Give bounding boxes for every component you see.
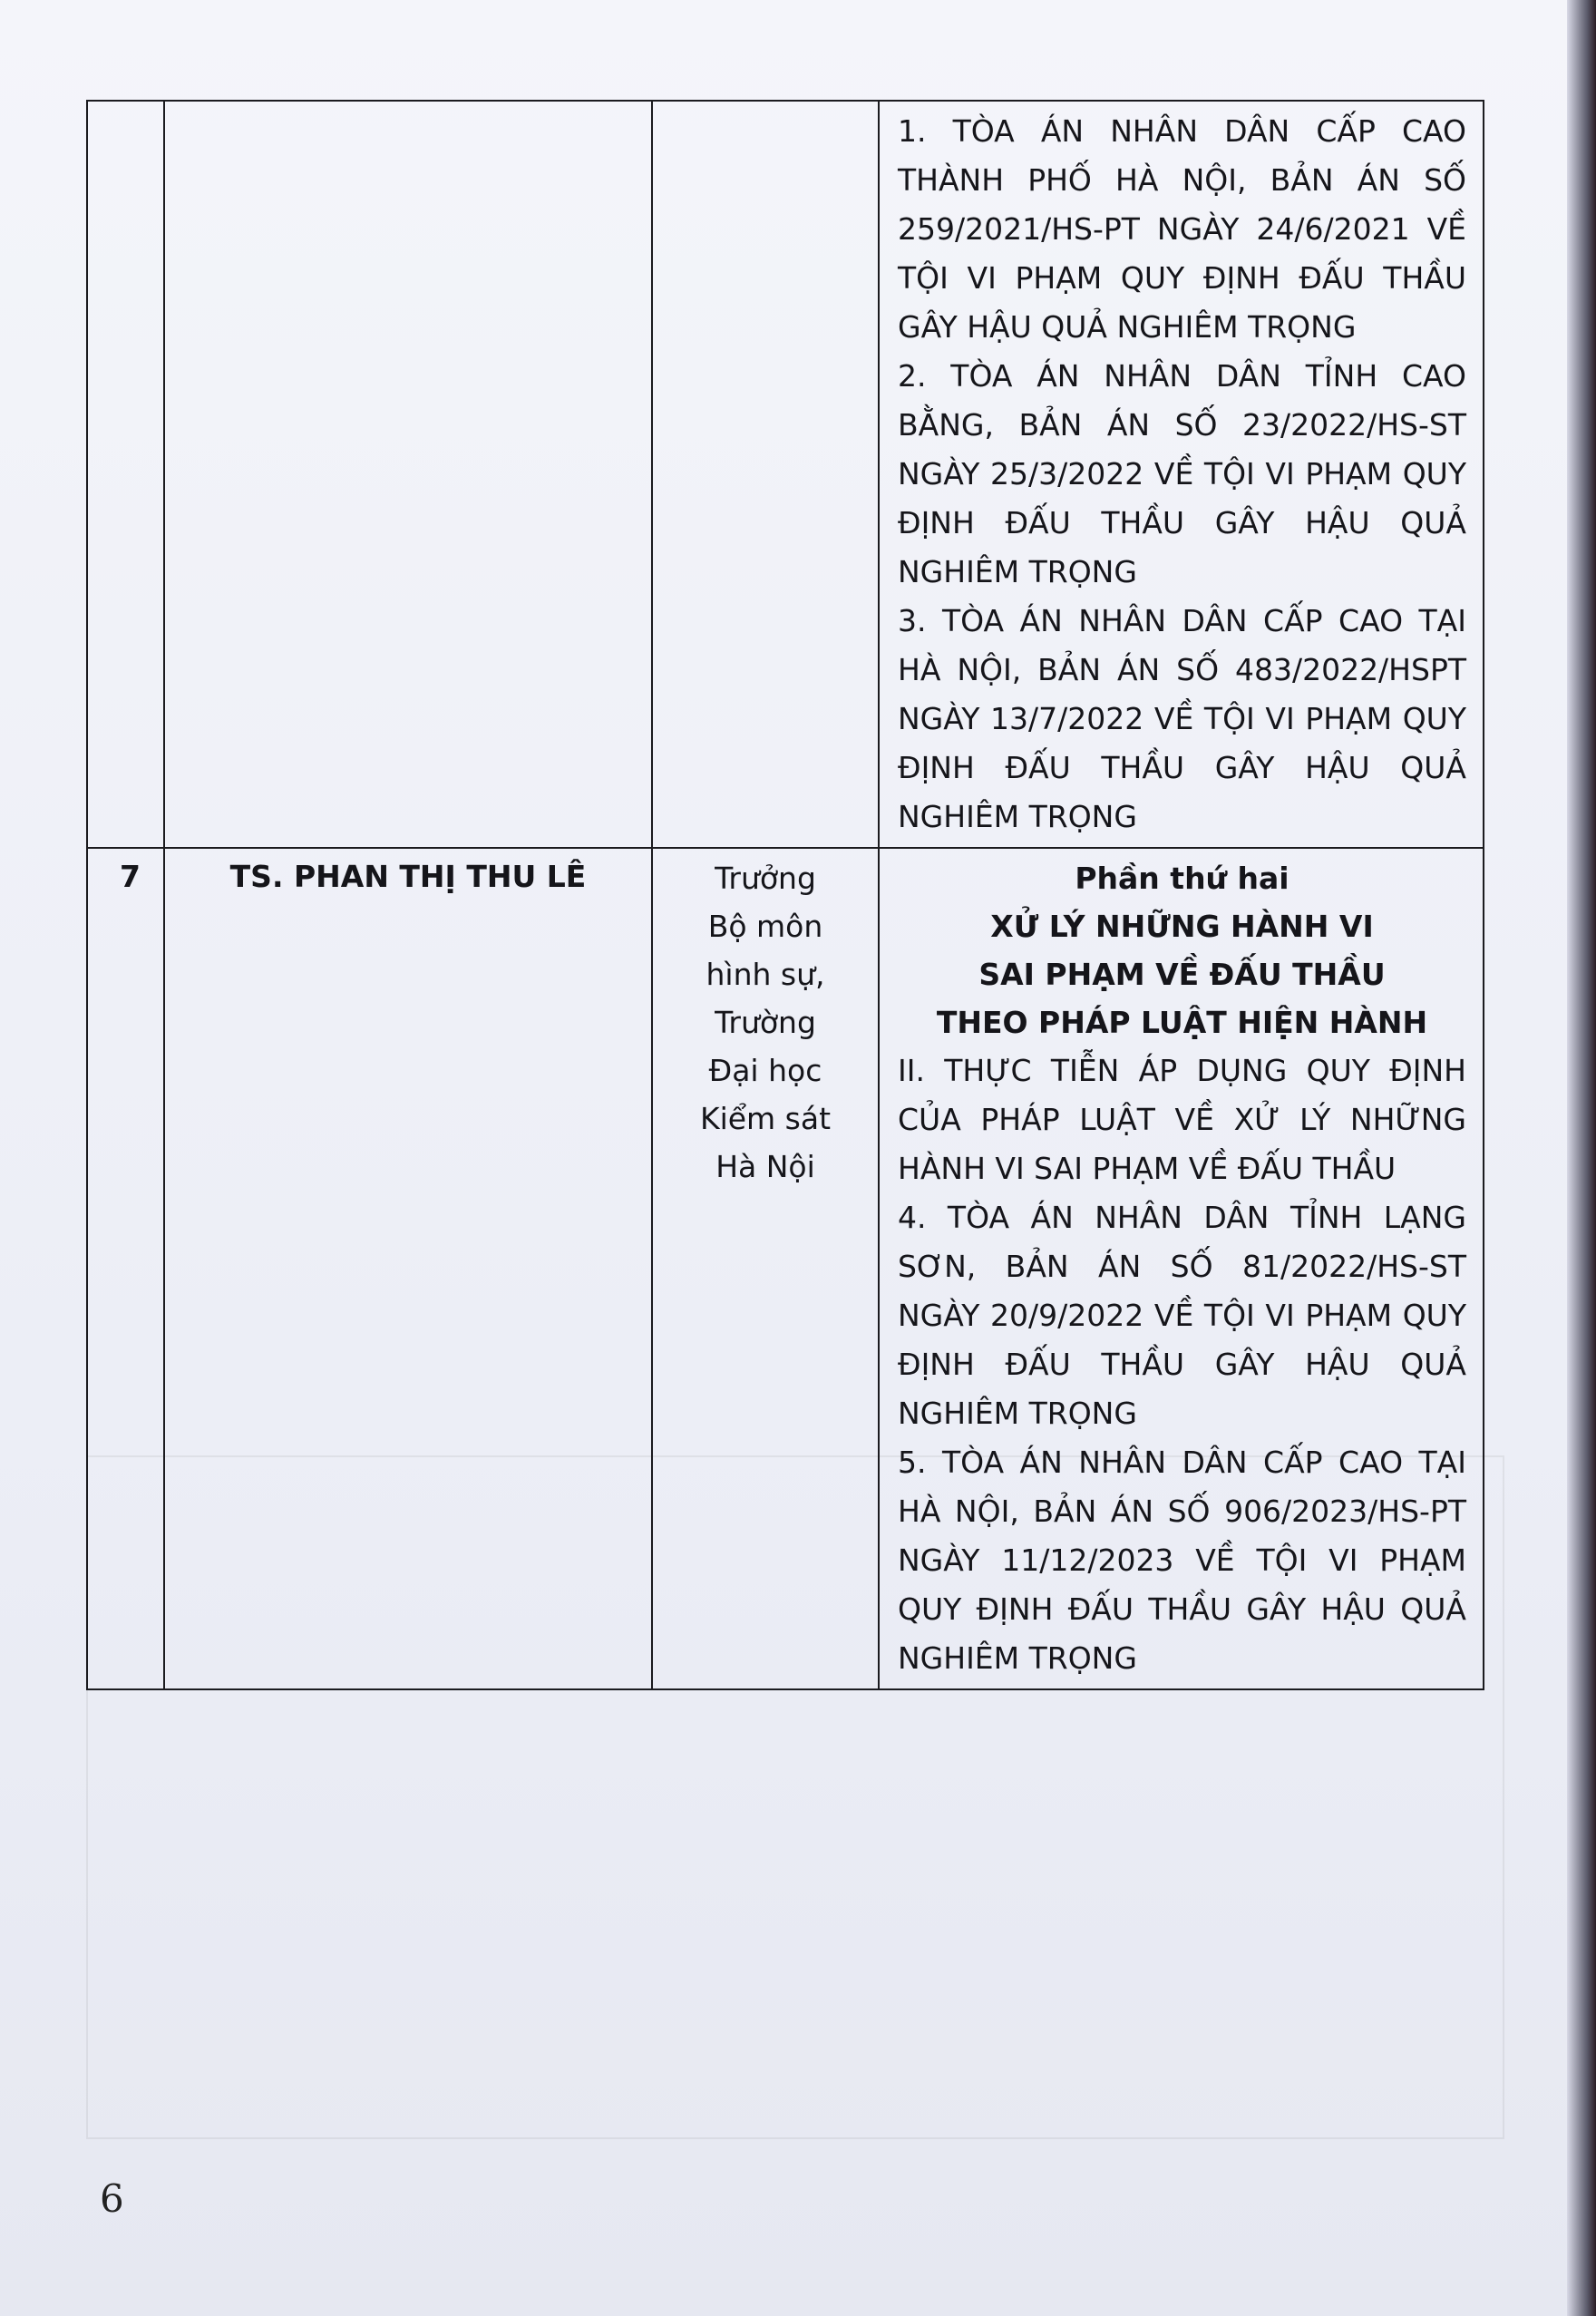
- case-item: 4. TÒA ÁN NHÂN DÂN TỈNH LẠNG SƠN, BẢN ÁN SỐ 81/2022/HS-ST NGÀY 20/9/2022 VỀ TỘI VI PHẠM QUY ĐỊNH ĐẤU THẦU GÂY HẬU QUẢ NGHIÊM TRỌNG: [898, 1200, 1466, 1431]
- case-item: 3. TÒA ÁN NHÂN DÂN CẤP CAO TẠI HÀ NỘI, BẢN ÁN SỐ 483/2022/HSPT NGÀY 13/7/2022 VỀ TỘI VI PHẠM QUY ĐỊNH ĐẤU THẦU GÂY HẬU QUẢ NGHIÊM TRỌNG: [898, 603, 1466, 834]
- name-cell: [164, 848, 652, 1689]
- lecturer-table: [86, 100, 1484, 1690]
- page-number: 6: [100, 2176, 124, 2221]
- table-row: [87, 848, 1484, 1689]
- case-item: 2. TÒA ÁN NHÂN DÂN TỈNH CAO BẰNG, BẢN ÁN SỐ 23/2022/HS-ST NGÀY 25/3/2022 VỀ TỘI VI PHẠM QUY ĐỊNH ĐẤU THẦU GÂY HẬU QUẢ NGHIÊM TRỌNG: [898, 358, 1466, 589]
- name-cell: [164, 101, 652, 848]
- stt-cell: [87, 848, 164, 1689]
- heading-line: Phần thứ hai: [1075, 861, 1289, 896]
- position-line: Đại học: [708, 1053, 822, 1088]
- content-cell: [879, 101, 1484, 848]
- content-cell: [879, 848, 1484, 1689]
- heading-line: THEO PHÁP LUẬT HIỆN HÀNH: [936, 1005, 1428, 1040]
- section-heading: [898, 854, 1466, 1046]
- position-line: Hà Nội: [715, 1149, 815, 1184]
- lecturer-position: [653, 849, 878, 1191]
- position-line: Bộ môn: [707, 909, 823, 944]
- case-item: 5. TÒA ÁN NHÂN DÂN CẤP CAO TẠI HÀ NỘI, BẢN ÁN SỐ 906/2023/HS-PT NGÀY 11/12/2023 VỀ TỘI VI PHẠM QUY ĐỊNH ĐẤU THẦU GÂY HẬU QUẢ NGHIÊM TRỌNG: [898, 1445, 1466, 1676]
- job-cell: [652, 848, 879, 1689]
- heading-line: SAI PHẠM VỀ ĐẤU THẦU: [978, 957, 1386, 992]
- subsection-title: II. THỰC TIỄN ÁP DỤNG QUY ĐỊNH CỦA PHÁP LUẬT VỀ XỬ LÝ NHỮNG HÀNH VI SAI PHẠM VỀ ĐẤU THẦU: [898, 1053, 1466, 1186]
- heading-line: XỬ LÝ NHỮNG HÀNH VI: [990, 909, 1374, 944]
- position-line: hình sự,: [706, 957, 825, 992]
- job-cell: [652, 101, 879, 848]
- position-line: Trường: [715, 1005, 816, 1040]
- book-spine-shadow: [1567, 0, 1596, 2316]
- row-number: 7: [120, 859, 141, 894]
- table-row: [87, 101, 1484, 848]
- lecturer-name: TS. PHAN THỊ THU LÊ: [229, 859, 587, 894]
- stt-cell: [87, 101, 164, 848]
- case-item: 1. TÒA ÁN NHÂN DÂN CẤP CAO THÀNH PHỐ HÀ NỘI, BẢN ÁN SỐ 259/2021/HS-PT NGÀY 24/6/2021 VỀ TỘI VI PHẠM QUY ĐỊNH ĐẤU THẦU GÂY HẬU QUẢ NGHIÊM TRỌNG: [898, 113, 1466, 345]
- position-line: Trưởng: [715, 861, 816, 896]
- position-line: Kiểm sát: [699, 1101, 832, 1136]
